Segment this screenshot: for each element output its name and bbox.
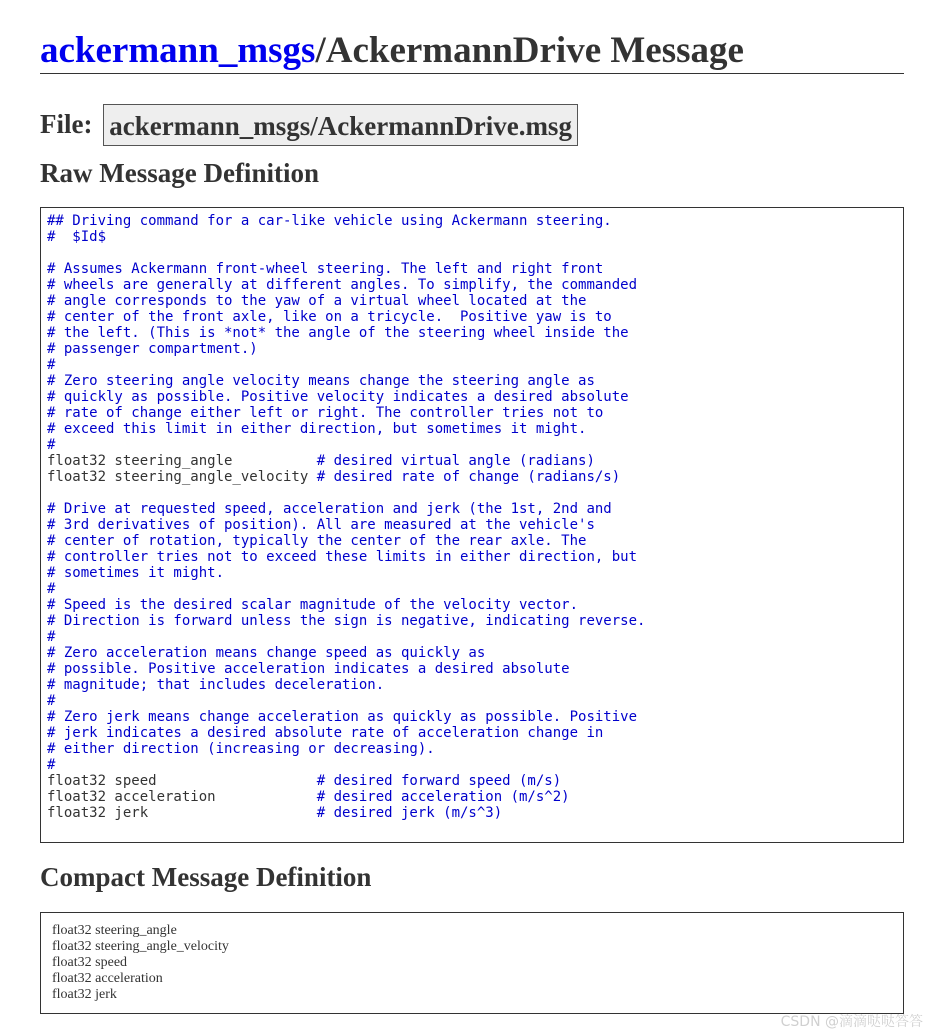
file-path: ackermann_msgs/AckermannDrive.msg <box>103 104 578 146</box>
raw-line: # Zero steering angle velocity means change the steering angle as <box>47 373 595 389</box>
raw-line: # jerk indicates a desired absolute rate of acceleration change in <box>47 725 604 741</box>
file-label: File: <box>40 109 93 139</box>
package-link[interactable]: ackermann_msgs <box>40 30 316 71</box>
raw-definition-box <box>40 207 904 843</box>
raw-line <box>47 469 620 485</box>
raw-line: # controller tries not to exceed these limits in either direction, but <box>47 549 638 565</box>
raw-line: # rate of change either left or right. The controller tries not to <box>47 405 604 421</box>
raw-line: # Speed is the desired scalar magnitude of the velocity vector. <box>47 597 579 613</box>
raw-line-comment: # desired jerk (m/s^3) <box>316 805 503 821</box>
raw-line-comment: # desired rate of change (radians/s) <box>316 469 621 485</box>
raw-line: # the left. (This is *not* the angle of the steering wheel inside the <box>47 325 629 341</box>
file-row <box>40 104 578 146</box>
raw-line: # Zero acceleration means change speed as quickly as <box>47 645 486 661</box>
raw-line: # sometimes it might. <box>47 565 225 581</box>
raw-definition-heading: Raw Message Definition <box>40 158 319 188</box>
raw-line: # Drive at requested speed, acceleration and jerk (the 1st, 2nd and <box>47 501 612 517</box>
raw-definition-code <box>41 208 903 821</box>
raw-line: # wheels are generally at different angles. To simplify, the commanded <box>47 277 638 293</box>
raw-line: # Direction is forward unless the sign is negative, indicating reverse. <box>47 613 646 629</box>
raw-line: # <box>47 757 56 773</box>
raw-line-comment: # desired acceleration (m/s^2) <box>316 789 570 805</box>
title-divider <box>40 73 904 74</box>
raw-line <box>47 789 570 805</box>
compact-field: float32 speed <box>52 955 128 970</box>
raw-line <box>47 773 561 789</box>
raw-line: # passenger compartment.) <box>47 341 258 357</box>
compact-definition-heading: Compact Message Definition <box>40 862 372 892</box>
raw-line <box>47 453 595 469</box>
raw-line: # either direction (increasing or decreasing). <box>47 741 435 757</box>
raw-line-field: float32 jerk <box>47 805 317 821</box>
compact-field: float32 jerk <box>52 987 117 1002</box>
raw-line: # $Id$ <box>47 229 107 245</box>
raw-line: # <box>47 437 56 453</box>
compact-field: float32 steering_angle <box>52 923 177 938</box>
raw-line: # exceed this limit in either direction, but sometimes it might. <box>47 421 587 437</box>
page-title <box>40 30 744 72</box>
raw-line: # Zero jerk means change acceleration as quickly as possible. Positive <box>47 709 638 725</box>
raw-line: # Assumes Ackermann front-wheel steering. The left and right front <box>47 261 604 277</box>
raw-line-comment: # desired virtual angle (radians) <box>316 453 595 469</box>
page-title-suffix: /AckermannDrive Message <box>315 30 744 71</box>
raw-line-field: float32 acceleration <box>47 789 317 805</box>
raw-line: # quickly as possible. Positive velocity indicates a desired absolute <box>47 389 629 405</box>
raw-line-field: float32 steering_angle_velocity <box>47 469 317 485</box>
raw-line: # 3rd derivatives of position). All are measured at the vehicle's <box>47 517 595 533</box>
raw-line: # <box>47 629 56 645</box>
raw-line <box>47 805 502 821</box>
raw-line: # magnitude; that includes deceleration. <box>47 677 385 693</box>
compact-definition-box <box>40 912 904 1014</box>
compact-field: float32 acceleration <box>52 971 163 986</box>
raw-line: # angle corresponds to the yaw of a virtual wheel located at the <box>47 293 587 309</box>
watermark: CSDN @滴滴哒哒答答 <box>780 1014 923 1030</box>
raw-line-field: float32 speed <box>47 773 317 789</box>
raw-line: # center of the front axle, like on a tricycle. Positive yaw is to <box>47 309 612 325</box>
raw-line: ## Driving command for a car-like vehicle using Ackermann steering. <box>47 213 612 229</box>
raw-line: # <box>47 581 56 597</box>
compact-field: float32 steering_angle_velocity <box>52 939 229 954</box>
raw-line-comment: # desired forward speed (m/s) <box>316 773 562 789</box>
raw-line-field: float32 steering_angle <box>47 453 317 469</box>
compact-field-list <box>41 913 903 1003</box>
raw-line: # <box>47 693 56 709</box>
raw-line: # <box>47 357 56 373</box>
raw-line: # center of rotation, typically the center of the rear axle. The <box>47 533 587 549</box>
raw-line: # possible. Positive acceleration indicates a desired absolute <box>47 661 570 677</box>
